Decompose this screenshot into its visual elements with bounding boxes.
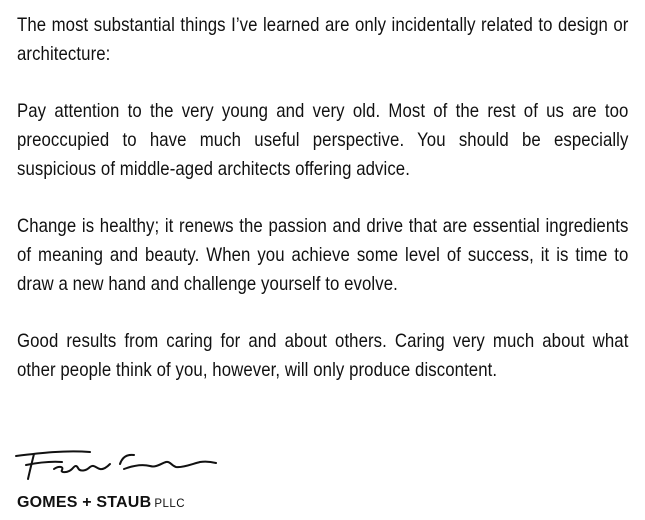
paragraph-young-and-old: Pay attention to the very young and very old. Most of the rest of us are too preoccupied to have much useful perspective. You should be especially suspicious of middle-aged architects offering advice. [17, 100, 629, 180]
firm-suffix: PLLC [154, 498, 186, 510]
firm-name: GOMES + STAUB [17, 494, 152, 511]
firm-signature-block [17, 494, 185, 512]
letter-body [17, 11, 629, 385]
paragraph-spacer [17, 299, 629, 327]
paragraph-spacer [17, 184, 629, 212]
paragraph-spacer [17, 69, 629, 97]
paragraph-caring: Good results from caring for and about others. Caring very much about what other people think of you, however, will only produce discontent. [17, 330, 629, 381]
paragraph-change: Change is healthy; it renews the passion and drive that are essential ingredients of meaning and beauty. When you achieve some level of success, it is time to draw a new hand and challenge yourself to evolve. [17, 215, 629, 295]
handwritten-signature [10, 442, 220, 482]
paragraph-intro: The most substantial things I’ve learned are only incidentally related to design or architecture: [17, 14, 629, 65]
